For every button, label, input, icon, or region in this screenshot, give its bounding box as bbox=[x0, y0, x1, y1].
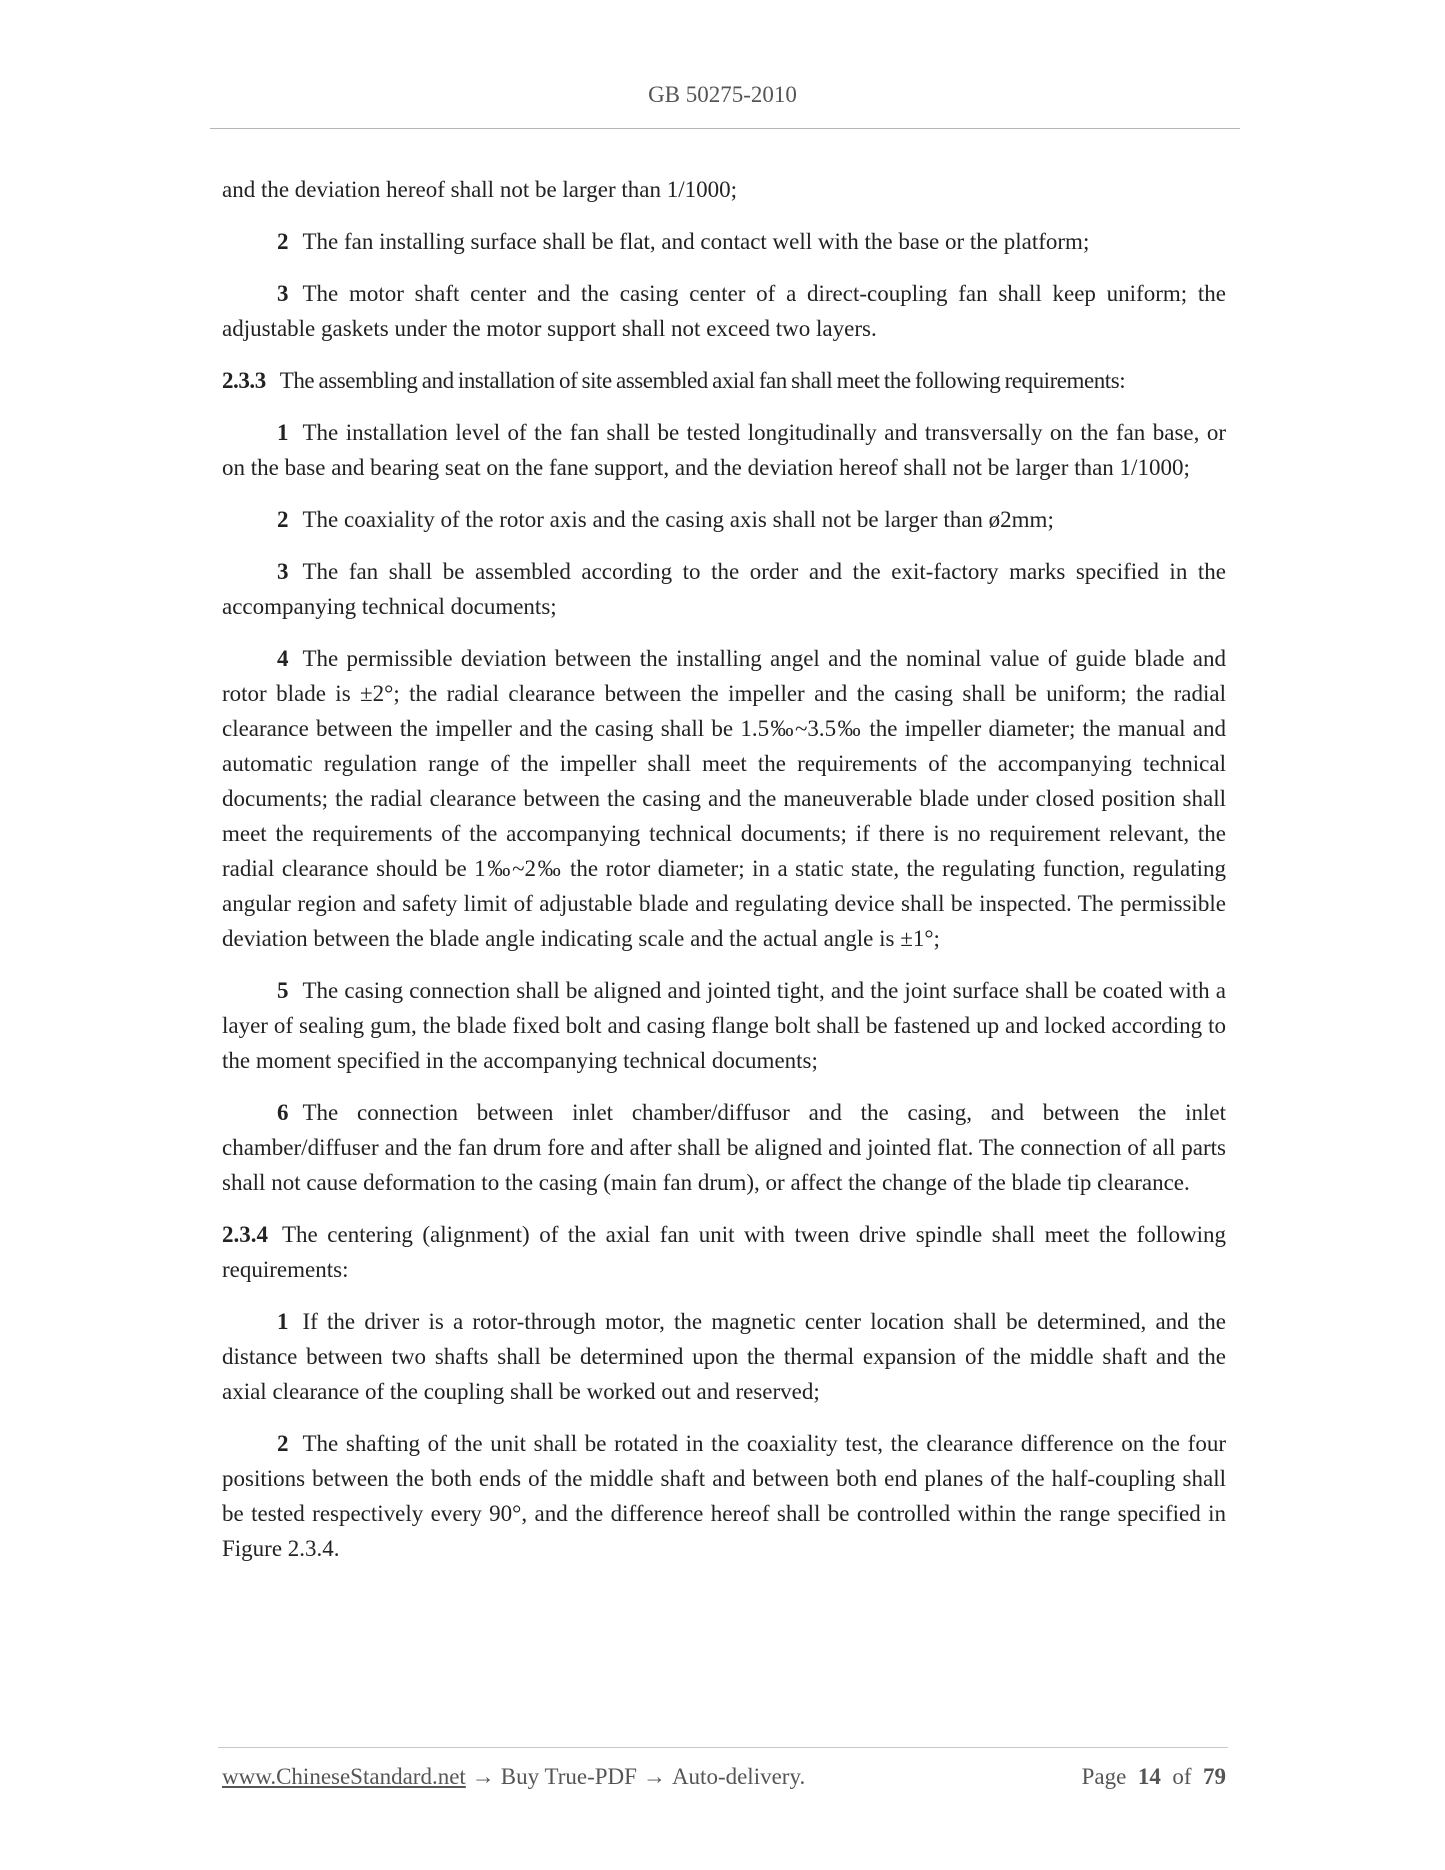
delivery-text: Auto-delivery. bbox=[671, 1764, 806, 1789]
document-body bbox=[222, 172, 1226, 1583]
item-text: The shafting of the unit shall be rotated in the coaxiality test, the clearance difference on the four positions between the both ends of the middle shaft and between both end planes of the half-coupling shall be tested respectively every 90°, and the difference hereof shall be controlled within the range specified in Figure 2.3.4. bbox=[222, 1431, 1226, 1561]
item-text: The installation level of the fan shall be tested longitudinally and transversally on the fan base, or on the base and bearing seat on the fane support, and the deviation hereof shall not be larger than 1/1000; bbox=[222, 420, 1226, 480]
clause-text: The centering (alignment) of the axial fan unit with tween drive spindle shall meet the following requirements: bbox=[222, 1222, 1226, 1282]
item-number: 1 bbox=[277, 420, 289, 445]
item-text: The casing connection shall be aligned and jointed tight, and the joint surface shall be coated with a layer of sealing gum, the blade fixed bolt and casing flange bolt shall be fastened up and locked according to the moment specified in the accompanying technical documents; bbox=[222, 978, 1226, 1073]
arrow-right-icon: → bbox=[471, 1764, 495, 1789]
item-text: The coaxiality of the rotor axis and the casing axis shall not be larger than ø2mm; bbox=[302, 507, 1054, 532]
list-item bbox=[222, 554, 1226, 624]
item-number: 2 bbox=[277, 1431, 289, 1456]
item-number: 5 bbox=[277, 978, 289, 1003]
document-header: GB 50275-2010 bbox=[648, 82, 797, 107]
list-item bbox=[222, 1426, 1226, 1566]
page-number: 14 bbox=[1137, 1764, 1161, 1789]
page-label: Page bbox=[1081, 1764, 1127, 1789]
header-divider bbox=[210, 128, 1240, 129]
item-text: The fan installing surface shall be flat, and contact well with the base or the platform; bbox=[302, 229, 1090, 254]
of-label: of bbox=[1172, 1764, 1192, 1789]
list-item bbox=[222, 502, 1226, 537]
clause-text: The assembling and installation of site assembled axial fan shall meet the following requirements: bbox=[279, 368, 1126, 393]
item-number: 3 bbox=[277, 559, 289, 584]
list-item bbox=[222, 415, 1226, 485]
footer-promo bbox=[222, 1764, 805, 1790]
page-total: 79 bbox=[1203, 1764, 1226, 1789]
paragraph-continuation: and the deviation hereof shall not be larger than 1/1000; bbox=[222, 177, 738, 202]
item-text: The permissible deviation between the installing angel and the nominal value of guide blade and rotor blade is ±2°; the radial clearance between the impeller and the casing shall be uniform; the radial clearance between the impeller and the casing shall be 1.5‰~3.5‰ the impeller diameter; the manual and automatic regulation range of the impeller shall meet the requirements of the accompanying technical documents; the radial clearance between the casing and the maneuverable blade under closed position shall meet the requirements of the accompanying technical documents; if there is no requirement relevant, the radial clearance should be 1‰~2‰ the rotor diameter; in a static state, the regulating function, regulating angular region and safety limit of adjustable blade and regulating device shall be inspected. The permissible deviation between the blade angle indicating scale and the actual angle is ±1°; bbox=[222, 646, 1226, 951]
buy-text: Buy True-PDF bbox=[500, 1764, 637, 1789]
list-item bbox=[222, 276, 1226, 346]
item-number: 2 bbox=[277, 507, 289, 532]
clause-2-3-4 bbox=[222, 1217, 1226, 1287]
item-number: 3 bbox=[277, 281, 289, 306]
clause-number: 2.3.3 bbox=[222, 368, 266, 393]
list-item bbox=[222, 224, 1226, 259]
item-number: 6 bbox=[277, 1100, 289, 1125]
arrow-right-icon: → bbox=[642, 1764, 666, 1789]
list-item bbox=[222, 641, 1226, 956]
item-number: 1 bbox=[277, 1309, 289, 1334]
list-item bbox=[222, 1304, 1226, 1409]
item-text: If the driver is a rotor-through motor, the magnetic center location shall be determined, and the distance between two shafts shall be determined upon the thermal expansion of the middle shaft and the axial clearance of the coupling shall be worked out and reserved; bbox=[222, 1309, 1226, 1404]
clause-2-3-3 bbox=[222, 363, 1226, 398]
item-number: 4 bbox=[277, 646, 289, 671]
item-text: The fan shall be assembled according to the order and the exit-factory marks specified in the accompanying technical documents; bbox=[222, 559, 1226, 619]
clause-number: 2.3.4 bbox=[222, 1222, 268, 1247]
item-text: The connection between inlet chamber/diffusor and the casing, and between the inlet chamber/diffuser and the fan drum fore and after shall be aligned and jointed flat. The connection of all parts shall not cause deformation to the casing (main fan drum), or affect the change of the blade tip clearance. bbox=[222, 1100, 1226, 1195]
item-text: The motor shaft center and the casing center of a direct-coupling fan shall keep uniform; the adjustable gaskets under the motor support shall not exceed two layers. bbox=[222, 281, 1226, 341]
site-link[interactable]: www.ChineseStandard.net bbox=[222, 1764, 466, 1789]
page-indicator bbox=[1082, 1764, 1226, 1790]
list-item bbox=[222, 973, 1226, 1078]
item-number: 2 bbox=[277, 229, 289, 254]
footer-divider bbox=[218, 1747, 1228, 1748]
list-item bbox=[222, 1095, 1226, 1200]
